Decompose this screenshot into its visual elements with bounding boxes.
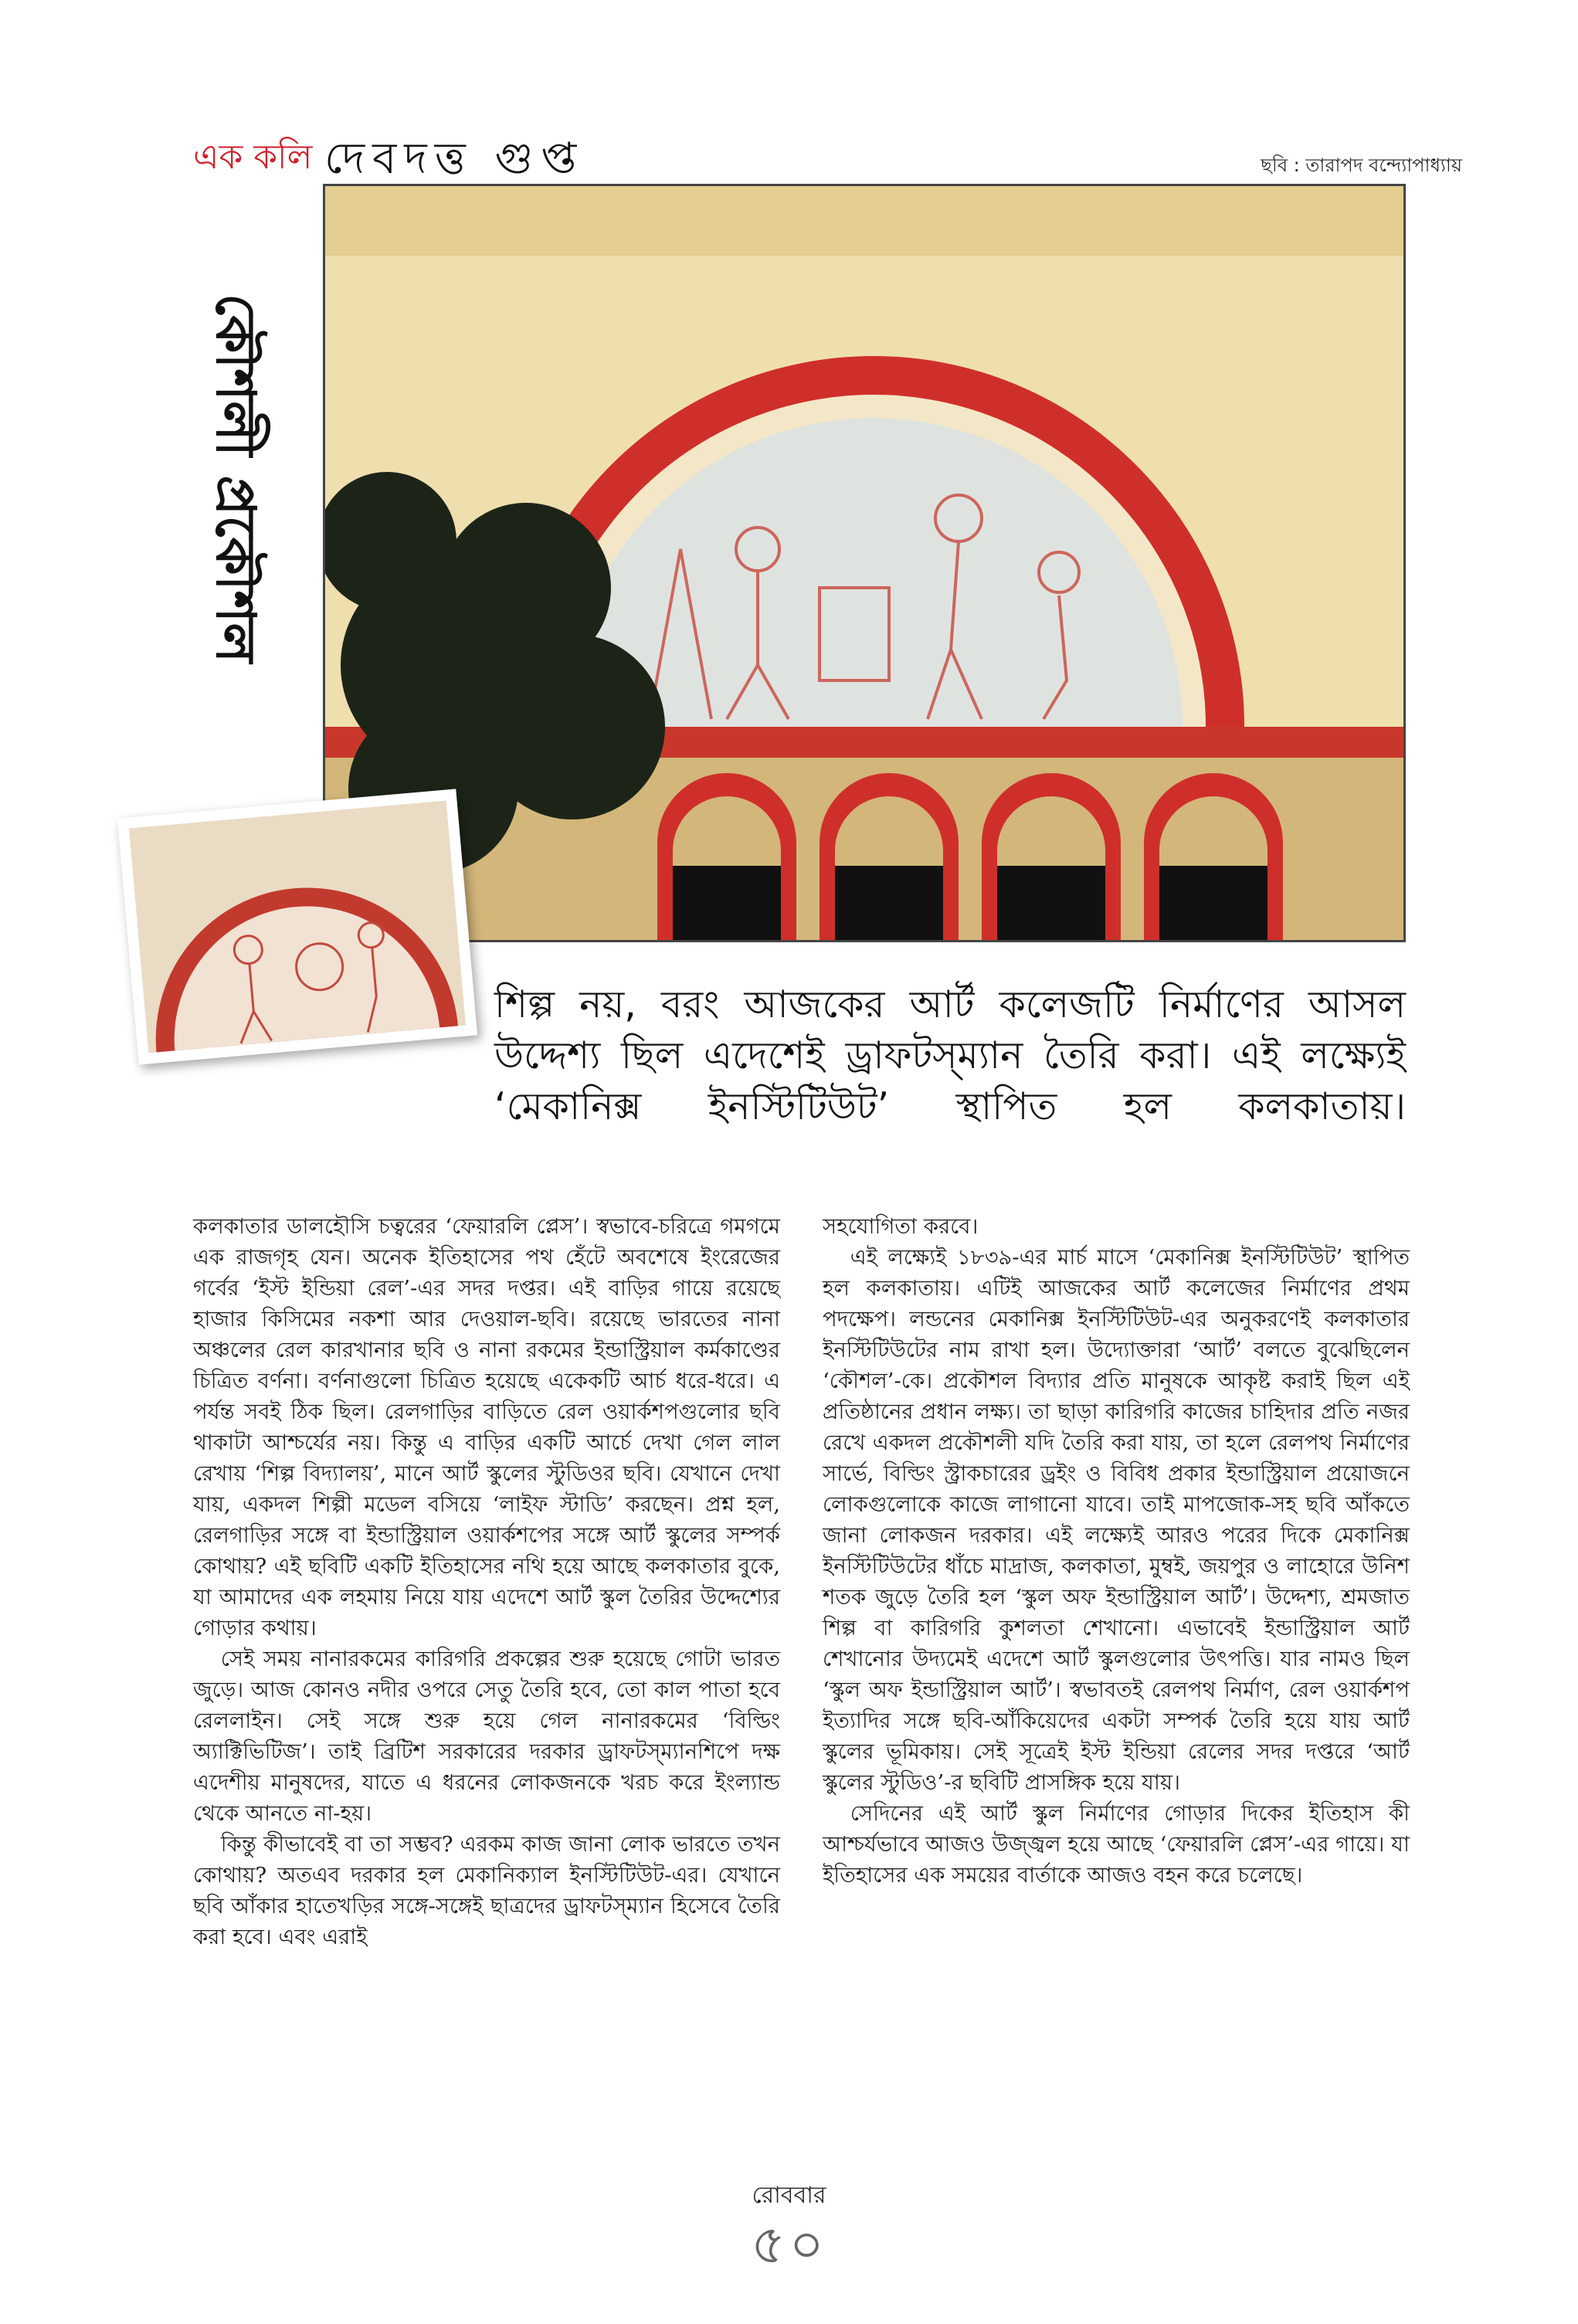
body-column-right <box>823 1211 1410 1891</box>
inset-arch-illustration <box>129 801 466 1053</box>
paragraph: সহযোগিতা করবে। <box>823 1214 979 1239</box>
inset-photo <box>117 789 477 1064</box>
article-deck: শিল্প নয়, বরং আজকের আর্ট কলেজটি নির্মাণের আসল উদ্দেশ্য ছিল এদেশেই ড্রাফটস্‌ম্যান তৈরি করা। এই লক্ষ্যেই ‘মেকানিক্স ইনস্টিটিউট’ স্থাপিত হল কলকাতায়। <box>494 982 1406 1128</box>
section-kicker: এক কলি <box>193 137 313 177</box>
paragraph: সেই সময় নানারকমের কারিগরি প্রকল্পের শুরু হয়েছে গোটা ভারত জুড়ে। আজ কোনও নদীর ওপরে সেতু তৈরি হবে, তো কাল পাতা হবে রেললাইন। সেই সঙ্গে শুরু হয়ে গেল নানারকমের ‘বিল্ডিং অ্যাক্টিভিটিজ’। তাই ব্রিটিশ সরকারের দরকার ড্রাফটস্‌ম্যানশিপে দক্ষ এদেশীয় মানুষদের, যাতে এ ধরনের লোকজনকে খরচ করে ইংল্যান্ড থেকে আনতে না-হয়। <box>193 1647 780 1826</box>
paragraph: সেদিনের এই আর্ট স্কুল নির্মাণের গোড়ার দিকের ইতিহাস কী আশ্চর্যভাবে আজও উজ্জ্বল হয়ে আছে ‘ফেয়ারলি প্লেস’-এর গায়ে। যা ইতিহাসের এক সময়ের বার্তাকে আজও বহন করে চলেছে। <box>823 1801 1410 1888</box>
main-photo <box>323 184 1406 942</box>
magazine-name: রোববার <box>752 2182 826 2209</box>
paragraph: কলকাতার ডালহৌসি চত্বরের ‘ফেয়ারলি প্লেস’। স্বভাবে-চরিত্রে গমগমে এক রাজগৃহ যেন। অনেক ইতিহাসের পথ হেঁটে অবশেষে ইংরেজের গর্বের ‘ইস্ট ইন্ডিয়া রেল’-এর সদর দপ্তর। এই বাড়ির গায়ে রয়েছে হাজার কিসিমের নকশা আর দেওয়াল-ছবি। রয়েছে ভারতের নানা অঞ্চলের রেল কারখানার ছবি ও নানা রকমের ইন্ডাস্ট্রিয়াল কর্মকাণ্ডের চিত্রিত বর্ণনা। বর্ণনাগুলো চিত্রিত হয়েছে একেকটি আর্চ ধরে-ধরে। এ পর্যন্ত সবই ঠিক ছিল। রেলগাড়ির বাড়িতে রেল ওয়ার্কশপগুলোর ছবি থাকাটা আশ্চর্যের নয়। কিন্তু এ বাড়ির একটি আর্চে দেখা গেল লাল রেখায় ‘শিল্প বিদ্যালয়’, মানে আর্ট স্কুলের স্টুডিওর ছবি। যেখানে দেখা যায়, একদল শিল্পী মডেল বসিয়ে ‘লাইফ স্টাডি’ করছেন। প্রশ্ন হল, রেলগাড়ির সঙ্গে বা ইন্ডাস্ট্রিয়াল ওয়ার্কশপের সঙ্গে আর্ট স্কুলের সম্পর্ক কোথায়? এই ছবিটি একটি ইতিহাসের নথি হয়ে আছে কলকাতার বুকে, যা আমাদের এক লহমায় নিয়ে যায় এদেশে আর্ট স্কুল তৈরির উদ্দেশ্যের গোড়ার কথায়। <box>193 1214 780 1640</box>
article-title: কৌশলী প্রকৌশল <box>204 293 268 663</box>
paragraph: এই লক্ষ্যেই ১৮৩৯-এর মার্চ মাসে ‘মেকানিক্স ইনস্টিটিউট’ স্থাপিত হল কলকাতায়। এটিই আজকের আর্ট কলেজের নির্মাণের প্রথম পদক্ষেপ। লন্ডনের মেকানিক্স ইনস্টিটিউট-এর অনুকরণেই কলকাতার ইনস্টিটিউটের নাম রাখা হল। উদ্যোক্তারা ‘আর্ট’ বলতে বুঝেছিলেন ‘কৌশল’-কে। প্রকৌশল বিদ্যার প্রতি মানুষকে আকৃষ্ট করাই ছিল এই প্রতিষ্ঠানের প্রধান লক্ষ্য। তা ছাড়া কারিগরি কাজের চাহিদার প্রতি নজর রেখে একদল প্রকৌশলী যদি তৈরি করা যায়, তা হলে রেলপথ নির্মাণের সার্ভে, বিল্ডিং স্ট্রাকচারের ড্রইং ও বিবিধ প্রকার ইন্ডাস্ট্রিয়াল প্রয়োজনে লোকগুলোকে কাজে লাগানো যাবে। তাই মাপজোক-সহ ছবি আঁকতে জানা লোকজন দরকার। এই লক্ষ্যেই আরও পরের দিকে মেকানিক্স ইনস্টিটিউটের ধাঁচে মাদ্রাজ, কলকাতা, মুম্বই, জয়পুর ও লাহোরে উনিশ শতক জুড়ে তৈরি হল ‘স্কুল অফ ইন্ডাস্ট্রিয়াল আর্ট’। উদ্দেশ্য, শ্রমজাত শিল্প বা কারিগরি কুশলতা শেখানো। এভাবেই ইন্ডাস্ট্রিয়াল আর্ট শেখানোর উদ্যমেই এদেশে আর্ট স্কুলগুলোর উৎপত্তি। যার নামও ছিল ‘স্কুল অফ ইন্ডাস্ট্রিয়াল আর্ট’। স্বভাবতই রেলপথ নির্মাণ, রেল ওয়ার্কশপ ইত্যাদির সঙ্গে ছবি-আঁকিয়েদের একটা সম্পর্ক তৈরি হয়ে যায় আর্ট স্কুলের ভূমিকায়। সেই সূত্রেই ইস্ট ইন্ডিয়া রেলের সদর দপ্তরে ‘আর্ট স্কুলের স্টুডিও’-র ছবিটি প্রাসঙ্গিক হয়ে যায়। <box>823 1245 1410 1795</box>
page-number: ৫০ <box>751 2213 827 2276</box>
photo-credit: ছবি : তারাপদ বন্দ্যোপাধ্যায় <box>1261 154 1462 176</box>
paragraph: কিন্তু কীভাবেই বা তা সম্ভব? এরকম কাজ জানা লোক ভারতে তখন কোথায়? অতএব দরকার হল মেকানিক্যাল ইনস্টিটিউট-এর। যেখানে ছবি আঁকার হাতেখড়ির সঙ্গে-সঙ্গেই ছাত্রদের ড্রাফটস্‌ম্যান হিসেবে তৈরি করা হবে। এবং এরাই <box>193 1832 780 1949</box>
author-name: দেবদত্ত গুপ্ত <box>324 134 585 184</box>
body-column-left <box>193 1211 780 1952</box>
building-arch-illustration <box>325 186 1403 940</box>
